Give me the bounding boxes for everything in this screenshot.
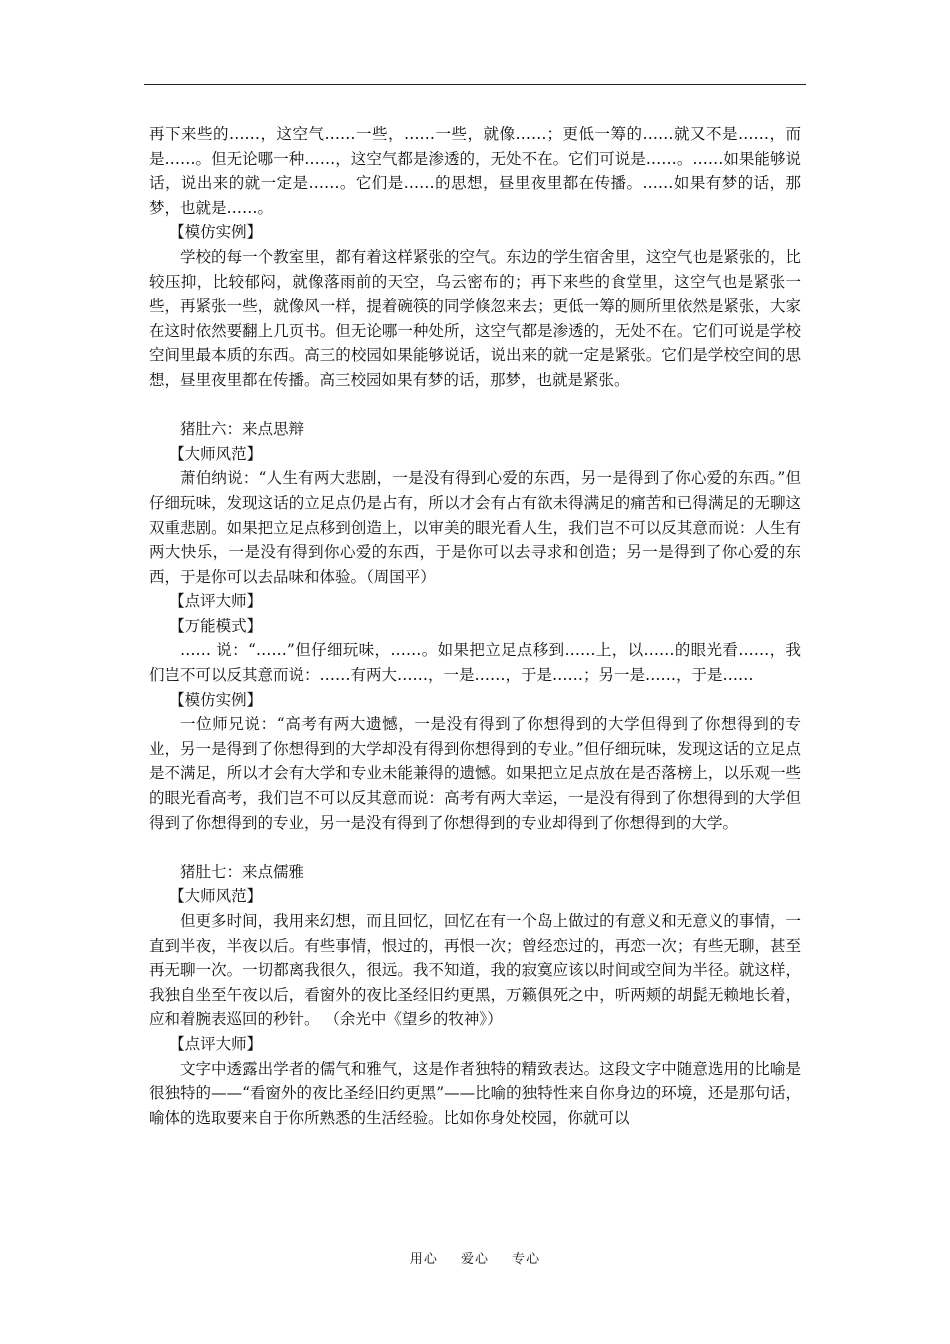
label-imitation-example: 【模仿实例】: [169, 223, 263, 242]
header-rule: [144, 84, 806, 85]
paragraph-shaw-quote: 萧伯纳说：“人生有两大悲剧，一是没有得到心爱的东西，另一是得到了你心爱的东西。”但仔细玩味，发现这话的立足点仍是占有，所以才会有占有欲未得满足的痛苦和已得满足的无聊这双重悲剧。如果把立足点移到创造上，以审美的眼光看人生，我们岂不可以反其意而说：人生有两大快乐，一是没有得到你心爱的东西，于是你可以去寻求和创造；另一是得到了你心爱的东西，于是你可以去品味和体验。（周国平）: [149, 469, 801, 586]
document-body: [149, 122, 801, 1130]
section-gap-2: [149, 835, 801, 860]
label-universal-pattern: 【万能模式】: [169, 616, 263, 635]
paragraph-yu-guangzhong: 但更多时间，我用来幻想，而且回忆，回忆在有一个岛上做过的有意义和无意义的事情，一直到半夜，半夜以后。有些事情，恨过的，再恨一次；曾经恋过的，再恋一次；有些无聊，甚至再无聊一次。一切都离我很久，很远。我不知道，我的寂寞应该以时间或空间为半径。就这样，我独自坐至午夜以后，看窗外的夜比圣经旧约更黑，万籁俱死之中，听两颊的胡髭无赖地长着，应和着腕表巡回的秒针。 （余光中《望乡的牧神》）: [149, 912, 801, 1029]
label-imitation-example-2: 【模仿实例】: [169, 690, 263, 709]
section-heading-six: 猪肚六：来点思辩: [180, 420, 305, 439]
paragraph-pattern-template: …… 说：“……”但仔细玩味，……。如果把立足点移到……上，以……的眼光看……，我们岂不可以反其意而说：……有两大……，一是……，于是……；另一是……，于是……: [149, 641, 801, 685]
label-master-comment-2: 【点评大师】: [169, 1034, 263, 1053]
label-master-style: 【大师风范】: [169, 444, 263, 463]
footer-word-1: 用心: [409, 1252, 438, 1267]
footer-word-2: 爱心: [460, 1252, 489, 1267]
paragraph-comment-text: 文字中透露出学者的儒气和雅气，这是作者独特的精致表达。这段文字中随意选用的比喻是很独特的——“看窗外的夜比圣经旧约更黑”——比喻的独特性来自你身边的环境，还是那句话，喻体的选取要来自于你所熟悉的生活经验。比如你身处校园，你就可以: [149, 1059, 801, 1127]
section-gap: [149, 393, 801, 418]
label-master-comment: 【点评大师】: [169, 592, 263, 611]
section-heading-seven: 猪肚七：来点儒雅: [180, 862, 305, 881]
paragraph-imitation-tension: 学校的每一个教室里，都有着这样紧张的空气。东边的学生宿舍里，这空气也是紧张的，比较压抑，比较郁闷，就像落雨前的天空，乌云密布的；再下来些的食堂里，这空气也是紧张一些，再紧张一些，就像风一样，提着碗筷的同学倏忽来去；更低一筹的厕所里依然是紧张，大家在这时依然要翻上几页书。但无论哪一种处所，这空气都是渗透的，无处不在。它们可说是学校空间里最本质的东西。高三的校园如果能够说话，说出来的就一定是紧张。它们是学校空间的思想，昼里夜里都在传播。高三校园如果有梦的话，那梦，也就是紧张。: [149, 247, 801, 389]
label-master-style-2: 【大师风范】: [169, 887, 263, 906]
paragraph-template-continued: 再下来些的……，这空气……一些，……一些，就像……；更低一筹的……就又不是……，而是……。但无论哪一种……，这空气都是渗透的，无处不在。它们可说是……。……如果能够说话，说出来的就一定是……。它们是……的思想，昼里夜里都在传播。……如果有梦的话，那梦，也就是……。: [149, 125, 801, 217]
paragraph-exam-regrets: 一位师兄说：“高考有两大遗憾，一是没有得到了你想得到的大学但得到了你想得到的专业，另一是得到了你想得到的大学却没有得到你想得到的专业。”但仔细玩味，发现这话的立足点是不满足，所以才会有大学和专业未能兼得的遗憾。如果把立足点放在是否落榜上，以乐观一些的眼光看高考，我们岂不可以反其意而说：高考有两大幸运，一是没有得到了你想得到的大学但得到了你想得到的专业，另一是没有得到了你想得到的专业却得到了你想得到的大学。: [149, 715, 801, 832]
footer-word-3: 专心: [512, 1252, 541, 1267]
page-footer: [0, 1248, 950, 1267]
